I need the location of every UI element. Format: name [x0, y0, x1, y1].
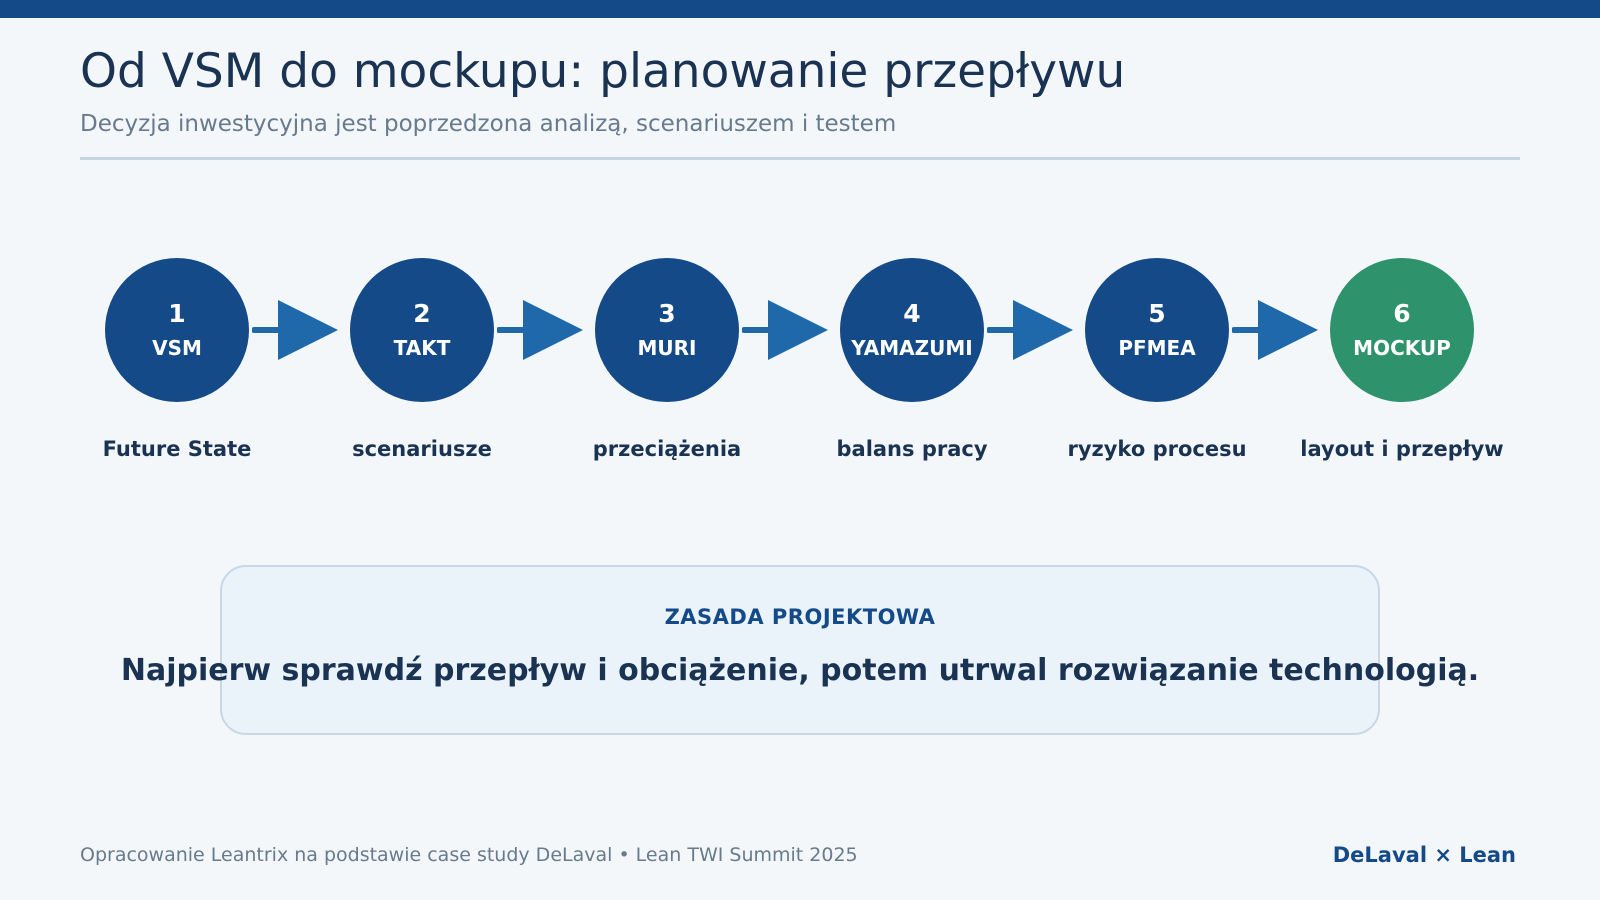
principle-callout: [220, 565, 1380, 735]
step-caption: ryzyko procesu: [1067, 437, 1247, 461]
right-arrow-icon: [497, 296, 585, 364]
step-name: YAMAZUMI: [851, 336, 973, 360]
right-arrow-icon: [987, 296, 1075, 364]
footer-source: Opracowanie Leantrix na podstawie case study DeLaval • Lean TWI Summit 2025: [80, 844, 858, 866]
step-caption: balans pracy: [836, 437, 988, 461]
step-name: MURI: [637, 336, 697, 360]
step-5-pfmea: [1085, 258, 1229, 402]
header-divider: [80, 157, 1520, 160]
step-caption: layout i przepływ: [1300, 437, 1504, 461]
step-number: 5: [1148, 299, 1166, 328]
step-number: 3: [658, 299, 676, 328]
step-name: PFMEA: [1118, 336, 1196, 360]
step-name: MOCKUP: [1353, 336, 1451, 360]
step-3-muri: [595, 258, 739, 402]
step-number: 2: [413, 299, 431, 328]
step-1-vsm: [105, 258, 249, 402]
step-2-takt: [350, 258, 494, 402]
page-subtitle: Decyzja inwestycyjna jest poprzedzona analizą, scenariuszem i testem: [80, 111, 897, 137]
right-arrow-icon: [252, 296, 340, 364]
step-6-mockup: [1330, 258, 1474, 402]
principle-label: ZASADA PROJEKTOWA: [664, 605, 936, 629]
step-name: TAKT: [393, 336, 451, 360]
footer-brand: DeLaval × Lean: [1332, 843, 1516, 867]
step-caption: Future State: [102, 437, 252, 461]
right-arrow-icon: [742, 296, 830, 364]
step-caption: scenariusze: [352, 437, 492, 461]
step-number: 1: [168, 299, 186, 328]
top-accent-bar: [0, 0, 1600, 18]
step-caption: przeciążenia: [592, 437, 742, 461]
step-4-yamazumi: [840, 258, 984, 402]
step-number: 4: [903, 299, 921, 328]
page-title: Od VSM do mockupu: planowanie przepływu: [80, 44, 1126, 99]
principle-text: Najpierw sprawdź przepływ i obciążenie, potem utrwal rozwiązanie technologią.: [120, 653, 1480, 688]
right-arrow-icon: [1232, 296, 1320, 364]
step-number: 6: [1393, 299, 1411, 328]
step-name: VSM: [152, 336, 202, 360]
